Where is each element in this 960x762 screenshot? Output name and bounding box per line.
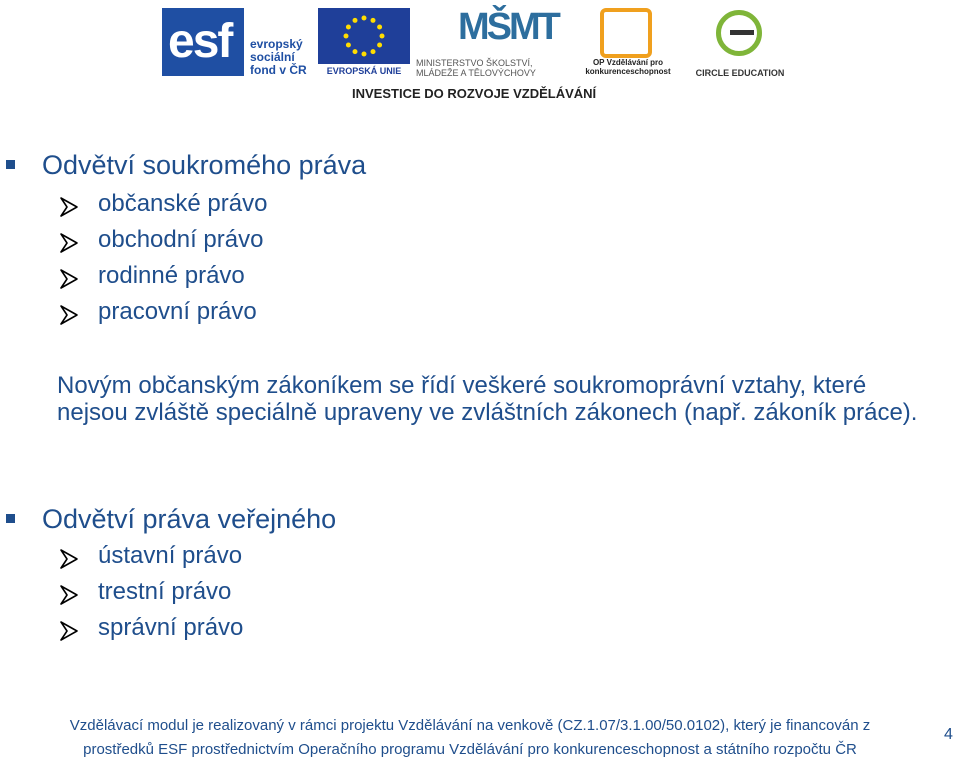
- eu-flag-icon: [318, 8, 410, 64]
- circle-logo-text: CIRCLE EDUCATION: [695, 68, 785, 78]
- header-logo-bar: [0, 0, 960, 108]
- arrowhead-bullet-icon: [58, 196, 80, 218]
- msmt-logo: [414, 6, 574, 78]
- list-item-label: obchodní právo: [98, 226, 264, 253]
- list-item-label: ústavní právo: [98, 542, 243, 569]
- esf-mark: esf: [162, 8, 244, 76]
- arrowhead-bullet-icon: [58, 304, 80, 326]
- op-logo-text: OP Vzdělávání pro konkurenceschopnost: [585, 58, 671, 76]
- footer-funding-note: [30, 714, 910, 762]
- list-item-label: správní právo: [98, 614, 244, 641]
- arrowhead-bullet-icon: [58, 620, 80, 642]
- square-bullet-icon: [6, 514, 15, 523]
- circle-bar-icon: [730, 30, 754, 35]
- footer-line: Vzdělávací modul je realizovaný v rámci projektu Vzdělávání na venkově (CZ.1.07/3.1.00/50.0102), který je financován z: [69, 717, 871, 734]
- investice-tagline: INVESTICE DO ROZVOJE VZDĚLÁVÁNÍ: [352, 86, 597, 101]
- footer-line: prostředků ESF prostřednictvím Operačního programu Vzdělávání pro konkurenceschopnost a státního rozpočtu ČR: [83, 741, 857, 758]
- arrowhead-bullet-icon: [58, 232, 80, 254]
- arrowhead-bullet-icon: [58, 584, 80, 606]
- esf-logo: [162, 8, 312, 76]
- circle-education-logo: [690, 10, 790, 78]
- explanatory-paragraph: Novým občanským zákoníkem se řídí veškeré soukromoprávní vztahy, které nejsou zvláště speciálně upraveny ve zvláštních zákonech (např. zákoník práce).: [57, 372, 918, 426]
- esf-logo-text: evropský sociální fond v ČR: [250, 37, 307, 77]
- msmt-mark: MŠMT: [458, 6, 558, 48]
- op-vzdelavani-logo: [578, 8, 678, 78]
- square-bullet-icon: [6, 160, 15, 169]
- msmt-logo-text: MINISTERSTVO ŠKOLSTVÍ, MLÁDEŽE A TĚLOVÝCHOVY: [416, 58, 536, 78]
- op-mark-icon: [600, 8, 652, 58]
- eu-logo: [318, 8, 410, 76]
- list-item-label: občanské právo: [98, 190, 268, 217]
- list-item-label: trestní právo: [98, 578, 232, 605]
- list-item-label: rodinné právo: [98, 262, 245, 289]
- arrowhead-bullet-icon: [58, 268, 80, 290]
- eu-logo-label: EVROPSKÁ UNIE: [326, 66, 402, 76]
- section-title-private-law: Odvětví soukromého práva: [42, 150, 367, 180]
- page-number: 4: [944, 726, 953, 743]
- arrowhead-bullet-icon: [58, 548, 80, 570]
- section-title-public-law: Odvětví práva veřejného: [42, 504, 337, 534]
- list-item-label: pracovní právo: [98, 298, 257, 325]
